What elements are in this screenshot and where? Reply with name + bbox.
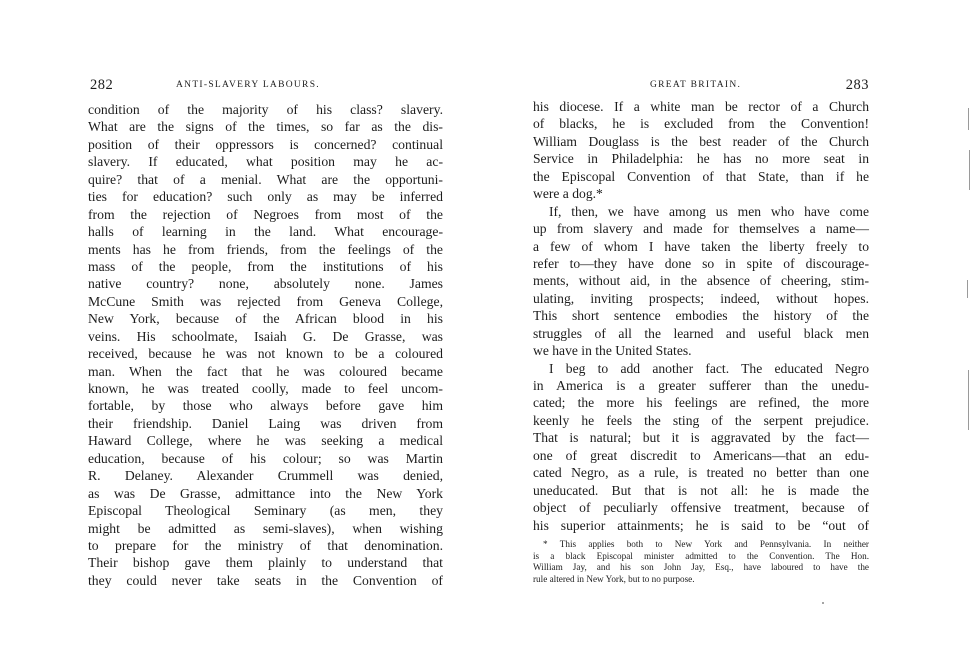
text-line: ments has he from friends, from the feelings of the (88, 241, 443, 257)
text-line: the Episcopal Convention of that State, than if he (533, 168, 869, 184)
text-line: fortable, by those who always before gave him (88, 398, 443, 414)
text-line: New York, because of the African blood in his (88, 311, 443, 327)
text-line: of blacks, he is excluded from the Convention! (533, 116, 869, 132)
text-line: cated; the more his feelings are refined, the more (533, 395, 869, 411)
text-line: received, because he was not known to be a coloured (88, 346, 443, 362)
page-number: 283 (845, 77, 869, 93)
running-head (88, 77, 443, 95)
footnote-line: is a black Episcopal minister admitted to the Convention. The Hon. (533, 550, 869, 561)
scan-mark (968, 108, 969, 130)
text-line: keenly he feels the sting of the serpent prejudice. (533, 412, 869, 428)
page-body (533, 98, 869, 534)
running-title: GREAT BRITAIN. (650, 80, 742, 90)
text-line: mass of the people, from the institutions of his (88, 258, 443, 274)
text-line: William Douglass is the best reader of the Church (533, 133, 869, 149)
text-line: This short sentence embodies the history of the (533, 308, 869, 324)
text-line: ulating, inviting prospects; indeed, without hopes. (533, 290, 869, 306)
text-line: as was De Grasse, admittance into the New York (88, 485, 443, 501)
text-line: position of their oppressors is concerned? continual (88, 136, 443, 152)
text-line: his diocese. If a white man be rector of a Church (533, 99, 869, 114)
text-line: That is natural; but it is aggravated by the fact— (533, 430, 869, 446)
text-line: Haward College, where he was seeking a medical (88, 433, 443, 449)
text-line: R. Delaney. Alexander Crummell was denied, (88, 468, 443, 484)
text-line: from the rejection of Negroes from most of the (88, 206, 443, 222)
text-line: they could never take seats in the Convention of (88, 572, 443, 588)
text-line: struggles of all the learned and useful black men (533, 325, 869, 341)
text-line: up from slavery and made for themselves a name— (533, 221, 869, 237)
footnote-line: William Jay, and his son John Jay, Esq., have laboured to have the (533, 562, 869, 573)
text-line: Episcopal Theological Seminary (as men, they (88, 503, 443, 519)
text-line: one of great discredit to Americans—that an edu- (533, 447, 869, 463)
text-line: Their bishop gave them plainly to understand that (88, 555, 443, 571)
footnote (533, 539, 869, 585)
text-line: uneducated. But that is not all: he is made the (533, 482, 869, 498)
text-line: their friendship. Daniel Laing was driven from (88, 415, 443, 431)
text-line: cated Negro, as a rule, is treated no better than one (533, 465, 869, 481)
text-line: Service in Philadelphia: he has no more seat in (533, 151, 869, 167)
footnote-line: * This applies both to New York and Pennsylvania. In neither (543, 539, 869, 549)
scan-mark (968, 370, 969, 430)
text-line: I beg to add another fact. The educated Negro (549, 360, 869, 376)
text-line: quire? that of a menial. What are the opportuni- (88, 171, 443, 187)
scan-mark (967, 280, 968, 298)
text-line: veins. His schoolmate, Isaiah G. De Grasse, was (88, 328, 443, 344)
text-line: man. When the fact that he was coloured became (88, 363, 443, 379)
text-line: a few of whom I have taken the liberty freely to (533, 238, 869, 254)
text-line: McCune Smith was rejected from Geneva College, (88, 293, 443, 309)
text-line: in America is a greater sufferer than the unedu- (533, 378, 869, 393)
page-number: 282 (90, 77, 114, 93)
scan-mark (969, 150, 970, 190)
page-body (88, 101, 443, 589)
scan-dot (822, 602, 824, 604)
text-line: What are the signs of the times, so far as the dis- (88, 119, 443, 135)
running-title: ANTI-SLAVERY LABOURS. (176, 80, 320, 90)
text-line: If, then, we have among us men who have come (549, 203, 869, 219)
text-line: might be admitted as semi-slaves), when wishing (88, 520, 443, 536)
running-head (533, 77, 869, 95)
footnote-line: rule altered in New York, but to no purpose. (533, 573, 695, 584)
text-line: refer to—they have done so in spite of discourage- (533, 255, 869, 271)
text-line: object of peculiarly offensive treatment, because of (533, 500, 869, 516)
text-line: to prepare for the ministry of that denomination. (88, 537, 443, 553)
text-line: slavery. If educated, what position may he ac- (88, 154, 443, 170)
text-line: his superior attainments; he is said to be “out of (533, 517, 869, 533)
text-line: ties for education? such only as may be inferred (88, 189, 443, 205)
text-line: were a dog.* (533, 186, 603, 202)
text-line: halls of learning in the land. What encourage- (88, 224, 443, 240)
text-line: known, he was treated coolly, made to feel uncom- (88, 381, 443, 396)
text-line: ments, without aid, in the absence of cheering, stim- (533, 273, 869, 289)
text-line: native country? none, absolutely none. James (88, 276, 443, 292)
text-line: condition of the majority of his class? slavery. (88, 102, 443, 117)
text-line: we have in the United States. (533, 343, 692, 359)
text-line: education, because of his colour; so was Martin (88, 450, 443, 466)
